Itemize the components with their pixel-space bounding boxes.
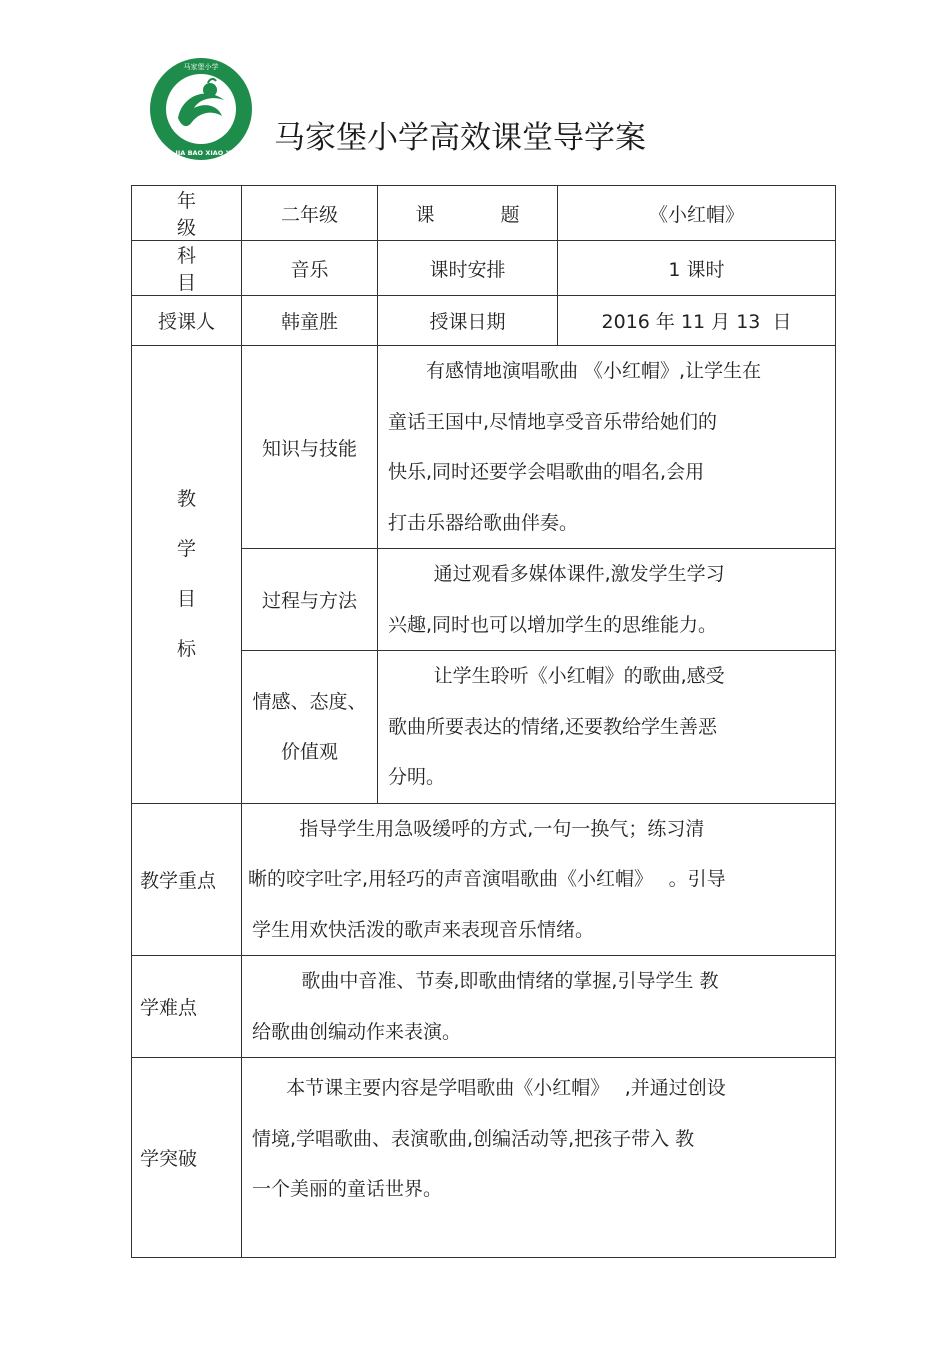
knowledge-text: 有感情地演唱歌曲 《小红帽》,让学生在 童话王国中,尽情地享受音乐带给她们的 快乐,同时还要学会唱歌曲的唱名,会用 打击乐器给歌曲伴奏。 — [378, 346, 836, 549]
lesson-plan-table — [131, 185, 836, 1258]
emotion-text: 让学生聆听《小红帽》的歌曲,感受 歌曲所要表达的情绪,还要教给学生善恶 分明。 — [378, 651, 836, 804]
key-points-label: 教学重点 — [132, 803, 242, 956]
hours-label: 课时安排 — [378, 241, 558, 296]
table-row — [132, 186, 836, 241]
emotion-label: 情感、态度、 价值观 — [242, 651, 378, 804]
subject-label: 科 目 — [132, 241, 242, 296]
topic-value: 《小红帽》 — [558, 186, 836, 241]
table-row — [132, 241, 836, 296]
logo-top-text: 马家堡小学 — [183, 63, 219, 71]
date-label: 授课日期 — [378, 296, 558, 346]
table-row — [132, 956, 836, 1058]
difficulties-label: 学难点 — [132, 956, 242, 1058]
topic-label: 课 题 — [378, 186, 558, 241]
logo-bottom-text: MA JIA BAO XIAO XUE — [161, 149, 241, 157]
school-logo — [148, 56, 254, 162]
hours-value: 1 课时 — [558, 241, 836, 296]
breakthrough-label: 学突破 — [132, 1058, 242, 1258]
teacher-value: 韩童胜 — [242, 296, 378, 346]
process-text: 通过观看多媒体课件,激发学生学习 兴趣,同时也可以增加学生的思维能力。 — [378, 549, 836, 651]
difficulties-text: 歌曲中音准、节奏,即歌曲情绪的掌握,引导学生 教 给歌曲创编动作来表演。 — [242, 956, 836, 1058]
table-row — [132, 296, 836, 346]
grade-label: 年 级 — [132, 186, 242, 241]
key-points-text: 指导学生用急吸缓呼的方式,一句一换气；练习清 晰的咬字吐字,用轻巧的声音演唱歌曲《小红帽》 。引导 学生用欢快活泼的歌声来表现音乐情绪。 — [242, 803, 836, 956]
breakthrough-text: 本节课主要内容是学唱歌曲《小红帽》 ,并通过创设 情境,学唱歌曲、表演歌曲,创编活动等,把孩子带入 教 一个美丽的童话世界。 — [242, 1058, 836, 1258]
process-label: 过程与方法 — [242, 549, 378, 651]
subject-value: 音乐 — [242, 241, 378, 296]
date-value: 2016 年 11 月 13 日 — [558, 296, 836, 346]
table-row — [132, 346, 836, 549]
table-row — [132, 803, 836, 956]
grade-value: 二年级 — [242, 186, 378, 241]
page-title: 马家堡小学高效课堂导学案 — [274, 120, 646, 156]
teacher-label: 授课人 — [132, 296, 242, 346]
objectives-label: 教 学 目 标 — [132, 346, 242, 804]
knowledge-label: 知识与技能 — [242, 346, 378, 549]
table-row — [132, 1058, 836, 1258]
